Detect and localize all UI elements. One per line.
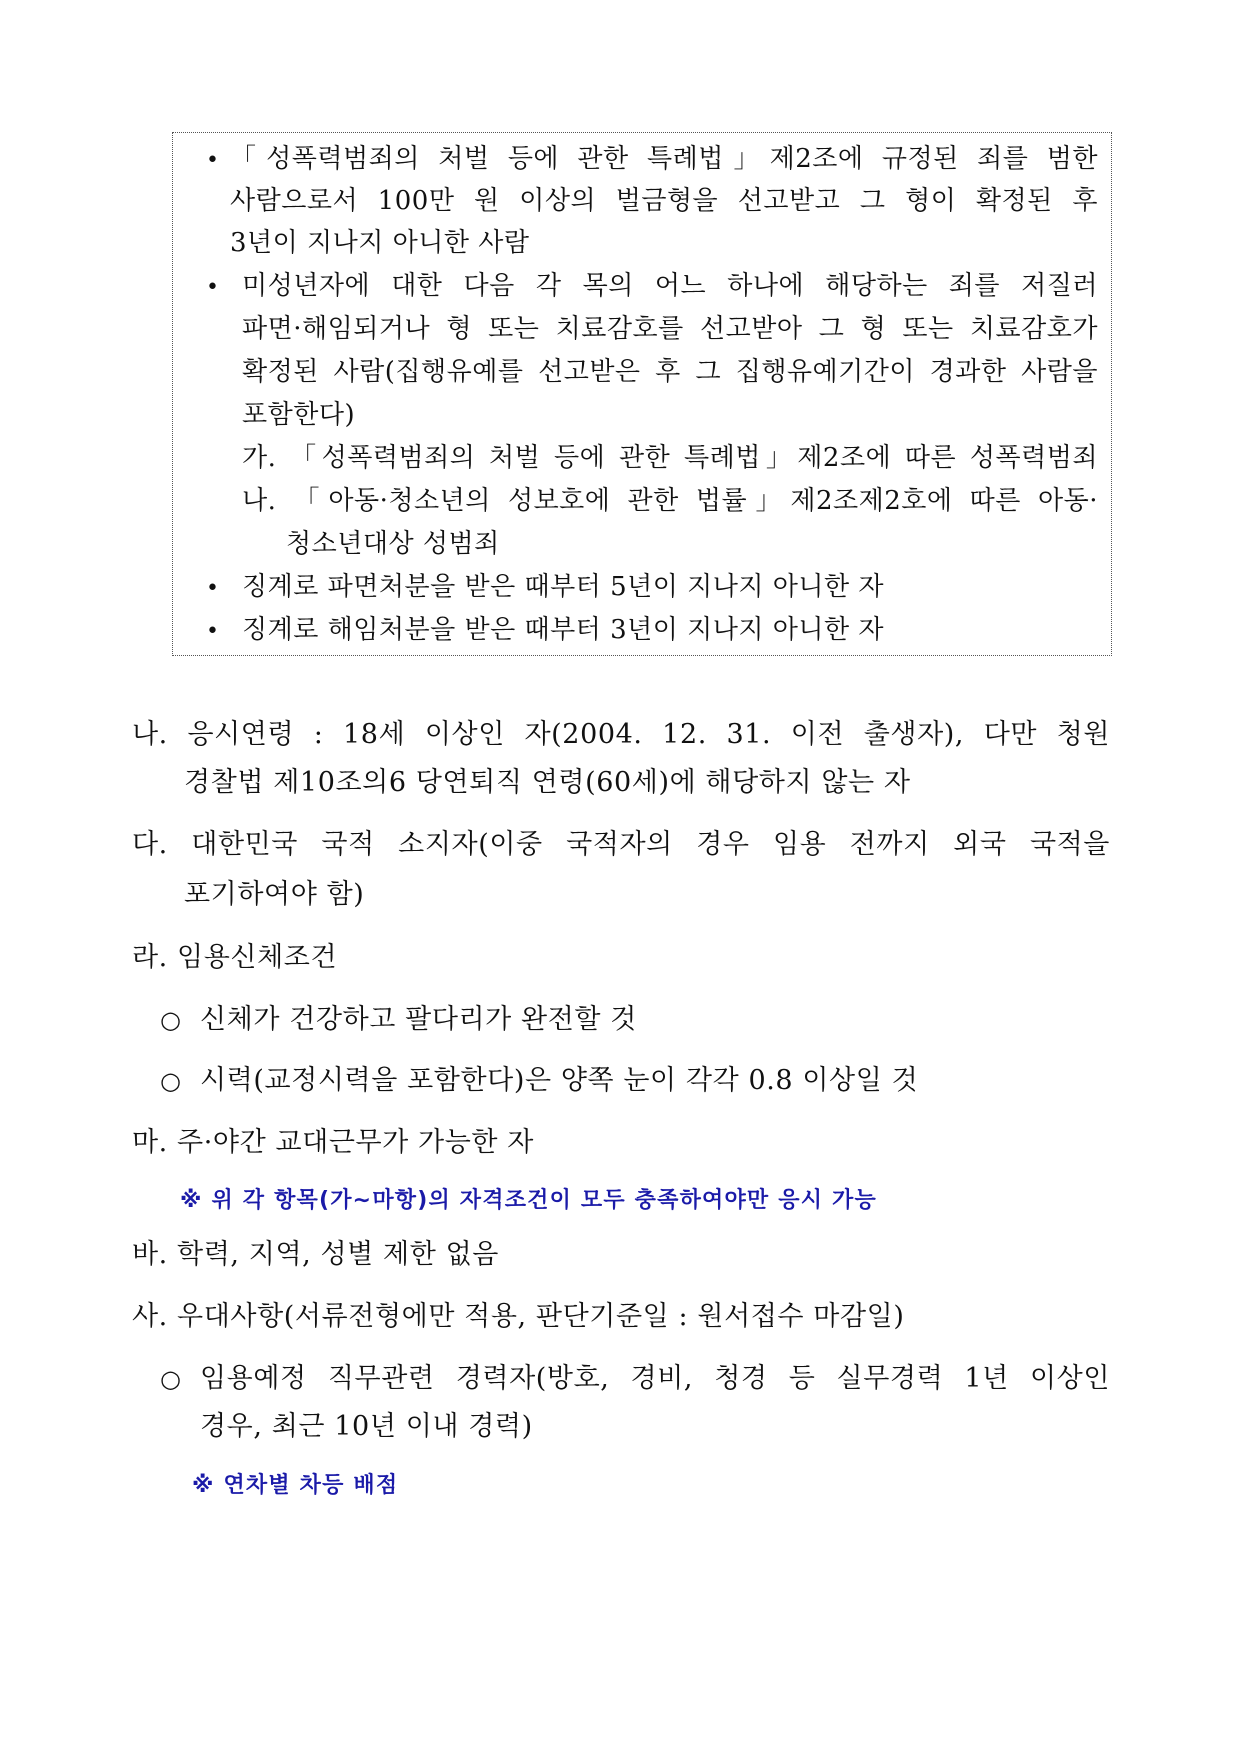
section-no-restriction-title: 바. 학력, 지역, 성별 제한 없음 <box>132 1239 499 1270</box>
circle-bullet-icon: ○ <box>160 1006 181 1034</box>
bullet-icon: • <box>206 576 219 601</box>
physical-item-1: 신체가 건강하고 팔다리가 완전할 것 <box>200 1004 637 1035</box>
section-nationality-line-2: 포기하여야 함) <box>184 879 365 910</box>
physical-item-2: 시력(교정시력을 포함한다)은 양쪽 눈이 각각 0.8 이상일 것 <box>200 1065 919 1096</box>
disq-item-4: 징계로 해임처분을 받은 때부터 3년이 지나지 아니한 자 <box>242 615 884 645</box>
scoring-note: ※ 연차별 차등 배점 <box>192 1473 399 1498</box>
qualification-note: ※ 위 각 항목(가∼마항)의 자격조건이 모두 충족하여야만 응시 가능 <box>180 1188 877 1213</box>
section-age-line-1: 나. 응시연령 : 18세 이상인 자(2004. 12. 31. 이전 출생자), 다만 청원 <box>132 719 1110 750</box>
disq-sub-item-na-line-1: 나. 「아동·청소년의 성보호에 관한 법률」제2조제2호에 따른 아동· <box>242 486 1098 516</box>
section-age-line-2: 경찰법 제10조의6 당연퇴직 연령(60세)에 해당하지 않는 자 <box>184 767 911 798</box>
bullet-icon: • <box>206 148 219 173</box>
disq-sub-item-na-line-2: 청소년대상 성범죄 <box>286 529 500 559</box>
bullet-icon: • <box>206 275 219 300</box>
section-physical-title: 라. 임용신체조건 <box>132 942 338 973</box>
preference-item-line-1: 임용예정 직무관련 경력자(방호, 경비, 청경 등 실무경력 1년 이상인 <box>200 1363 1110 1394</box>
section-nationality-line-1: 다. 대한민국 국적 소지자(이중 국적자의 경우 임용 전까지 외국 국적을 <box>132 829 1110 860</box>
disq-item-3: 징계로 파면처분을 받은 때부터 5년이 지나지 아니한 자 <box>242 572 884 602</box>
preference-item-line-2: 경우, 최근 10년 이내 경력) <box>200 1411 533 1442</box>
section-shift-title: 마. 주·야간 교대근무가 가능한 자 <box>132 1127 534 1158</box>
disq-item-2-line-3: 확정된 사람(집행유예를 선고받은 후 그 집행유예기간이 경과한 사람을 <box>242 357 1098 387</box>
disq-item-1-line-3: 3년이 지나지 아니한 사람 <box>230 228 530 258</box>
disq-item-2-line-2: 파면·해임되거나 형 또는 치료감호를 선고받아 그 형 또는 치료감호가 <box>242 314 1098 344</box>
disq-sub-item-ga: 가. 「성폭력범죄의 처벌 등에 관한 특례법」제2조에 따른 성폭력범죄 <box>242 443 1098 473</box>
disq-item-2-line-4: 포함한다) <box>242 400 356 430</box>
disq-item-1-line-1: 「성폭력범죄의 처벌 등에 관한 특례법」제2조에 규정된 죄를 범한 <box>230 144 1098 174</box>
section-preference-title: 사. 우대사항(서류전형에만 적용, 판단기준일 : 원서접수 마감일) <box>132 1301 905 1332</box>
circle-bullet-icon: ○ <box>160 1067 181 1095</box>
bullet-icon: • <box>206 619 219 644</box>
circle-bullet-icon: ○ <box>160 1365 181 1393</box>
disq-item-1-line-2: 사람으로서 100만 원 이상의 벌금형을 선고받고 그 형이 확정된 후 <box>230 186 1098 216</box>
disq-item-2-line-1: 미성년자에 대한 다음 각 목의 어느 하나에 해당하는 죄를 저질러 <box>242 271 1098 301</box>
